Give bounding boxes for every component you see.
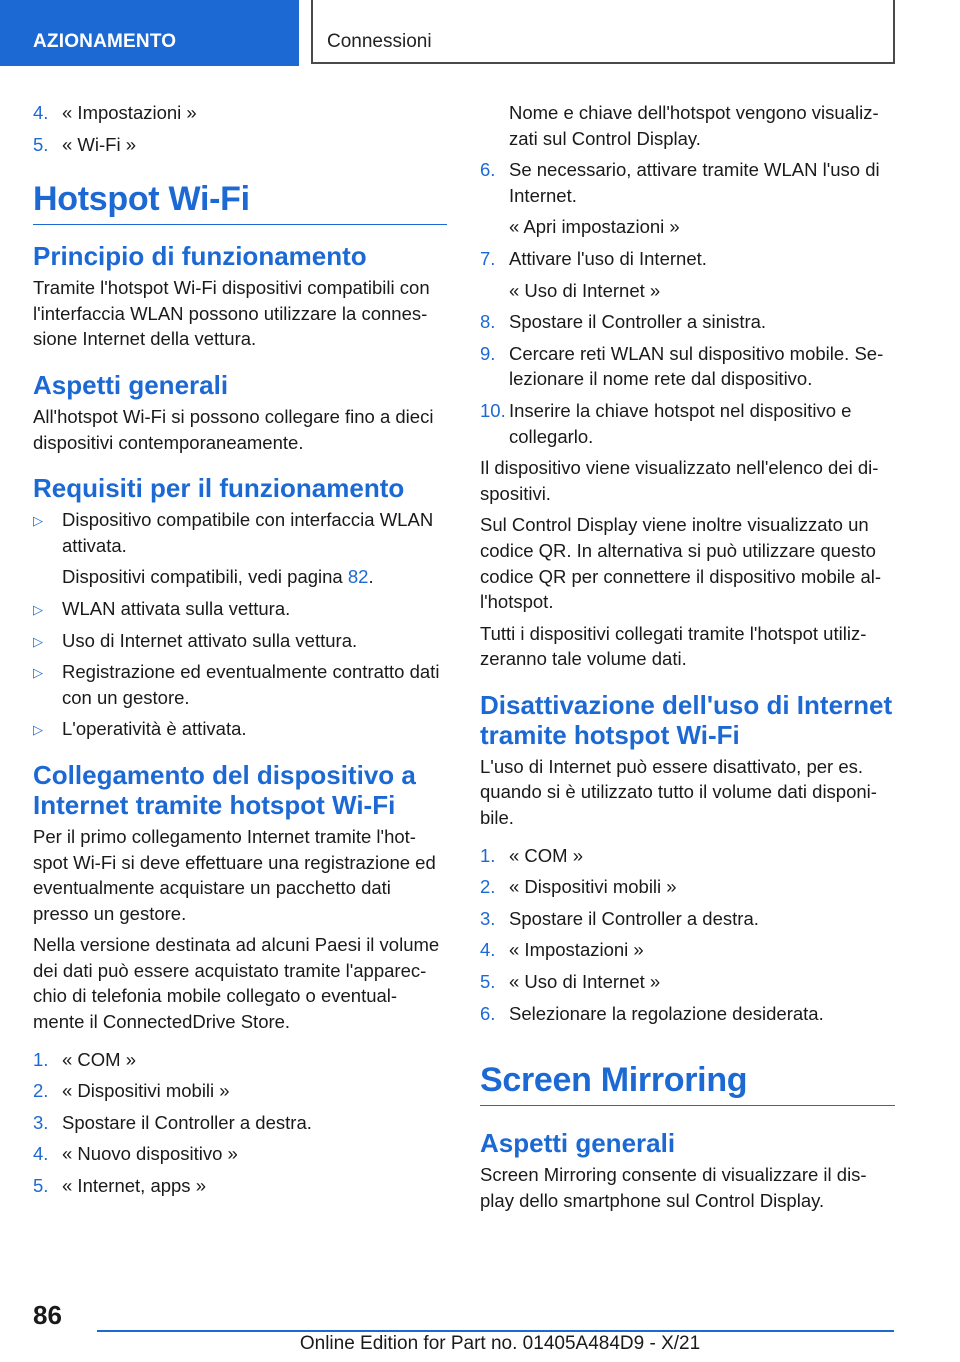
collegamento-steps — [33, 1047, 447, 1199]
list-item: 4. « Impostazioni » — [33, 102, 197, 123]
list-item: 9. Cercare reti WLAN sul dispositivo mobile. Se-lezionare il nome rete dal dispositivo. — [480, 342, 884, 390]
list-item: 6. Selezionare la regolazione desiderata. — [480, 1002, 824, 1024]
principio-text: Tramite l'hotspot Wi-Fi dispositivi compatibili con l'interfaccia WLAN possono utilizzare la connes-sione Internet della vettura. — [33, 277, 430, 350]
continued-steps — [33, 100, 447, 157]
left-column — [33, 100, 447, 1205]
heading-screen-mirroring: Screen Mirroring — [480, 1060, 895, 1106]
result-text-2: Sul Control Display viene inoltre visualizzato un codice QR. In alternativa si può utilizzare questo codice QR per connettere il dispositivo mobile al-l'hotspot. — [480, 514, 882, 613]
triangle-bullet-icon: ▷ — [33, 722, 43, 738]
result-text-1: Il dispositivo viene visualizzato nell'elenco dei di-spositivi. — [480, 457, 879, 504]
heading-collegamento: Collegamento del dispositivo a Internet tramite hotspot Wi-Fi — [33, 759, 416, 820]
list-item: ▷ WLAN attivata sulla vettura. — [33, 596, 447, 622]
list-item: ▷ Uso di Internet attivato sulla vettura. — [33, 628, 447, 654]
list-item: 3. Spostare il Controller a destra. — [480, 907, 759, 929]
page-header — [0, 0, 960, 66]
list-item: 5. « Wi-Fi » — [33, 133, 136, 155]
page-link[interactable]: 82 — [347, 566, 369, 588]
heading-hotspot: Hotspot Wi-Fi — [33, 179, 447, 225]
list-item: ▷ Registrazione ed eventualmente contratto dati con un gestore. — [33, 661, 440, 708]
list-item: 1. « COM » — [480, 844, 584, 866]
right-column — [480, 100, 895, 1219]
list-item: 8. Spostare il Controller a sinistra. — [480, 311, 767, 333]
heading-disattivazione: Disattivazione dell'uso di Internet tramite hotspot Wi-Fi — [480, 689, 893, 750]
edition-text: Online Edition for Part no. 01405A484D9 - X/21 — [299, 1333, 701, 1354]
list-item: 6. Se necessario, attivare tramite WLAN l'uso di Internet. « Apri impostazioni » — [480, 159, 880, 238]
list-item: 7. Attivare l'uso di Internet. « Uso di Internet » — [480, 247, 707, 301]
triangle-bullet-icon: ▷ — [33, 633, 43, 649]
disattivazione-steps — [480, 843, 895, 1027]
list-item: 4. « Nuovo dispositivo » — [33, 1143, 238, 1165]
requisiti-list — [33, 507, 447, 742]
mirroring-text: Screen Mirroring consente di visualizzare il dis-play dello smartphone sul Control Display. — [480, 1164, 867, 1211]
list-item: 2. « Dispositivi mobili » — [33, 1080, 230, 1102]
collegamento-text-2: Nella versione destinata ad alcuni Paesi il volume dei dati può essere acquistato tramite l'apparec-chio di telefonia mobile collegato o eventual-mente il ConnectedDrive Store. — [33, 934, 440, 1033]
footer-divider — [97, 1330, 894, 1332]
list-item: 1. « COM » — [33, 1048, 137, 1070]
chapter-tab: Connessioni — [311, 0, 895, 64]
list-item: ▷ L'operatività è attivata. — [33, 716, 447, 742]
list-item: 10. Inserire la chiave hotspot nel dispositivo e collegarlo. — [480, 399, 852, 447]
heading-principio: Principio di funzionamento — [33, 241, 367, 272]
hotspot-steps — [480, 157, 895, 449]
disattivazione-text: L'uso di Internet può essere disattivato, per es. quando si è utilizzato tutto il volume dati disponi-bile. — [480, 755, 877, 829]
list-item: 5. « Internet, apps » — [33, 1175, 206, 1197]
list-item: 2. « Dispositivi mobili » — [480, 876, 677, 898]
section-tab: AZIONAMENTO — [0, 0, 299, 66]
heading-requisiti: Requisiti per il funzionamento — [33, 473, 405, 504]
heading-generali: Aspetti generali — [33, 369, 229, 400]
result-text-3: Tutti i dispositivi collegati tramite l'hotspot utiliz-zeranno tale volume dati. — [480, 622, 867, 670]
triangle-bullet-icon: ▷ — [33, 513, 43, 529]
triangle-bullet-icon: ▷ — [33, 665, 43, 681]
continued-text: Nome e chiave dell'hotspot vengono visualiz-zati sul Control Display. — [509, 102, 879, 149]
list-item: 5. « Uso di Internet » — [480, 971, 661, 993]
heading-mirroring-generali: Aspetti generali — [480, 1128, 676, 1159]
list-item: 3. Spostare il Controller a destra. — [33, 1111, 312, 1133]
page-number: 86 — [33, 1300, 62, 1330]
generali-text: All'hotspot Wi-Fi si possono collegare fino a dieci dispositivi contemporaneamente. — [33, 405, 434, 453]
list-item: ▷ Dispositivo compatibile con interfaccia WLAN attivata. Dispositivi compatibili, vedi pagina 82. — [33, 509, 434, 588]
triangle-bullet-icon: ▷ — [33, 601, 43, 617]
list-item: 4. « Impostazioni » — [480, 939, 644, 961]
collegamento-text-1: Per il primo collegamento Internet tramite l'hot-spot Wi-Fi si deve effettuare una registrazione ed eventualmente acquistare un pacchetto dati presso un gestore. — [33, 825, 436, 924]
